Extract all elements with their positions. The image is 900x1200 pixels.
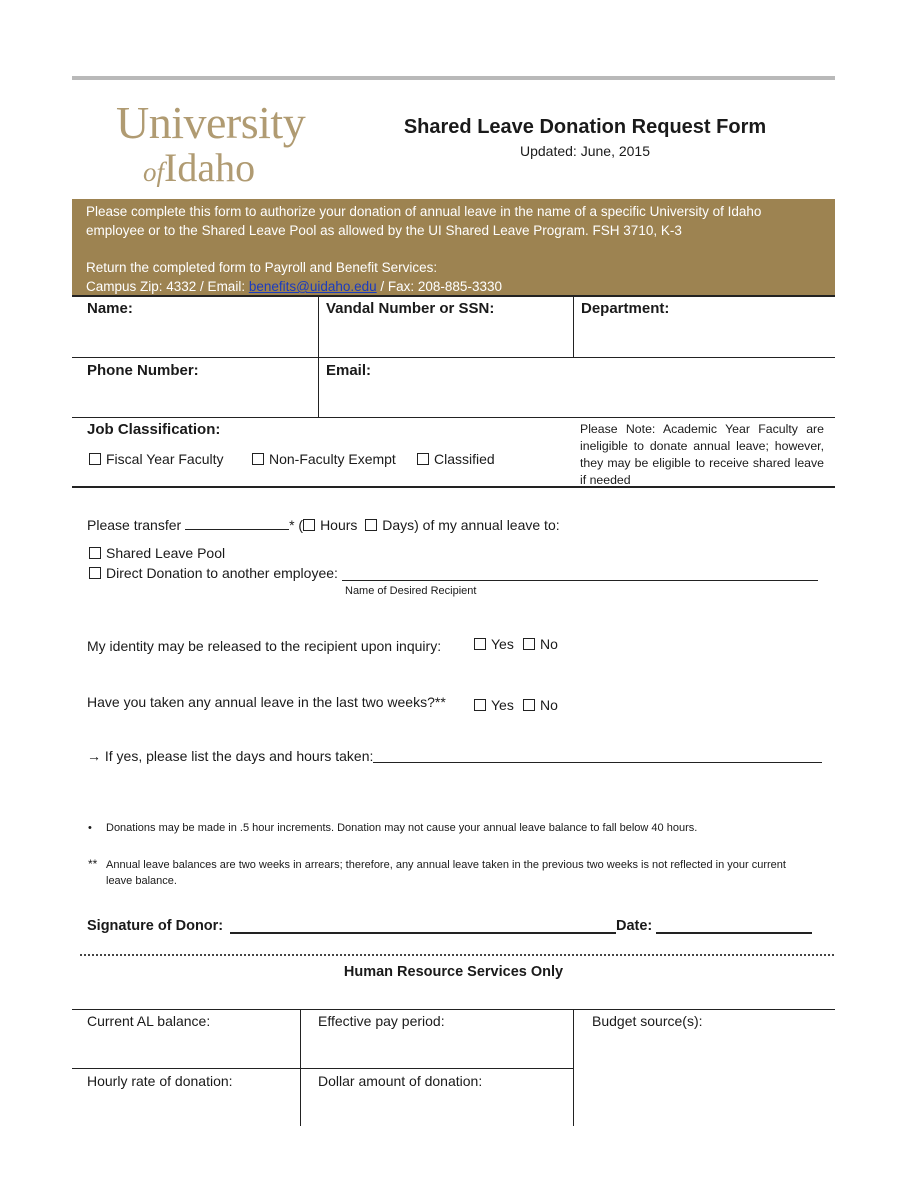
banner-zip-text: Campus Zip: 4332 / Email:	[86, 279, 249, 294]
option-direct-donation[interactable]	[89, 565, 338, 581]
direct-donation-label: Direct Donation to another employee:	[106, 565, 338, 581]
hourly-rate-label: Hourly rate of donation:	[87, 1073, 233, 1089]
option-shared-pool[interactable]	[89, 545, 225, 561]
hours-checkbox[interactable]	[303, 519, 315, 531]
email-label: Email:	[326, 362, 372, 379]
hr-top-rule	[72, 1009, 835, 1010]
leave-taken-no-checkbox[interactable]	[523, 699, 535, 711]
current-al-label: Current AL balance:	[87, 1013, 211, 1029]
grid-row-rule-2	[72, 417, 835, 418]
identity-yes[interactable]	[474, 636, 514, 652]
note2-text-b: leave balance.	[106, 875, 177, 887]
leave-taken-question: Have you taken any annual leave in the last two weeks?**	[87, 694, 446, 710]
logo-of: of	[143, 157, 165, 187]
banner-line4	[86, 277, 821, 296]
days-label: Days) of my annual leave to:	[382, 517, 560, 533]
logo-idaho-text: Idaho	[164, 145, 256, 190]
signature-field[interactable]	[230, 932, 616, 934]
leave-taken-yes[interactable]	[474, 697, 514, 713]
phone-label: Phone Number:	[87, 362, 199, 379]
identity-question: My identity may be released to the recipient upon inquiry:	[87, 638, 442, 654]
job-classification-label: Job Classification:	[87, 421, 221, 438]
shared-pool-checkbox[interactable]	[89, 547, 101, 559]
date-label: Date:	[616, 918, 653, 934]
identity-yes-label: Yes	[491, 636, 514, 652]
shared-pool-label: Shared Leave Pool	[106, 545, 226, 561]
instruction-banner	[72, 199, 835, 295]
fiscal-label: Fiscal Year Faculty	[106, 451, 224, 467]
logo-university: University	[116, 97, 306, 148]
form-title: Shared Leave Donation Request Form	[403, 116, 767, 138]
name-label: Name:	[87, 300, 133, 317]
direct-donation-checkbox[interactable]	[89, 567, 101, 579]
hr-vline-2	[573, 1010, 574, 1126]
banner-fax-text: / Fax: 208-885-3330	[376, 279, 502, 294]
nonfaculty-checkbox[interactable]	[252, 453, 264, 465]
identity-no-label: No	[540, 636, 558, 652]
logo-idaho	[143, 145, 256, 190]
grid-top-rule	[72, 295, 835, 297]
fiscal-checkbox[interactable]	[89, 453, 101, 465]
list-days-label: → If yes, please list the days and hours taken:	[87, 748, 374, 764]
list-days-field[interactable]	[373, 762, 822, 763]
identity-no[interactable]	[523, 636, 558, 652]
email-link[interactable]: benefits@uidaho.edu	[248, 279, 377, 294]
department-label: Department:	[581, 300, 670, 317]
banner-line3: Return the completed form to Payroll and Benefit Services:	[86, 260, 438, 275]
grid-row-rule-1	[72, 357, 835, 358]
note2-mark: **	[88, 857, 98, 871]
recipient-name-field[interactable]	[342, 580, 818, 581]
days-checkbox[interactable]	[365, 519, 377, 531]
vandal-label: Vandal Number or SSN:	[326, 300, 495, 317]
identity-yes-checkbox[interactable]	[474, 638, 486, 650]
banner-line2: employee or to the Shared Leave Pool as allowed by the UI Shared Leave Program. FSH 3710, K-3	[86, 223, 682, 238]
leave-taken-yes-label: Yes	[491, 697, 514, 713]
classified-label: Classified	[434, 451, 495, 467]
date-field[interactable]	[656, 932, 812, 934]
effective-pay-label: Effective pay period:	[318, 1013, 445, 1029]
dollar-amount-label: Dollar amount of donation:	[318, 1073, 483, 1089]
note1-bullet: •	[88, 822, 92, 834]
leave-taken-no-label: No	[540, 697, 558, 713]
option-classified[interactable]	[417, 451, 495, 467]
leave-taken-no[interactable]	[523, 697, 558, 713]
hr-row-rule	[72, 1068, 573, 1069]
transfer-line	[87, 517, 560, 533]
option-non-faculty[interactable]	[252, 451, 396, 467]
faculty-note: Please Note: Academic Year Faculty are ineligible to donate annual leave; however, they may be eligible to receive shared leave if needed	[580, 422, 824, 487]
budget-source-label: Budget source(s):	[592, 1013, 703, 1029]
banner-line1: Please complete this form to authorize your donation of annual leave in the name of a specific University of Idaho	[86, 204, 762, 219]
hr-title: Human Resource Services Only	[343, 964, 564, 980]
transfer-amount-field[interactable]	[185, 517, 289, 530]
leave-taken-yes-checkbox[interactable]	[474, 699, 486, 711]
option-fiscal-year[interactable]	[89, 451, 224, 467]
transfer-prefix: Please transfer	[87, 517, 182, 533]
form-updated: Updated: June, 2015	[520, 143, 650, 159]
transfer-star: * (	[289, 517, 304, 533]
classified-checkbox[interactable]	[417, 453, 429, 465]
identity-no-checkbox[interactable]	[523, 638, 535, 650]
grid-vline-2	[573, 296, 574, 358]
top-rule	[72, 76, 835, 80]
signature-label: Signature of Donor:	[87, 918, 224, 934]
hours-label: Hours	[320, 517, 358, 533]
note1-text: Donations may be made in .5 hour increments. Donation may not cause your annual leave balance to fall below 40 hours.	[106, 822, 698, 834]
dotted-divider	[80, 954, 834, 956]
nonfaculty-label: Non-Faculty Exempt	[269, 451, 396, 467]
note2-text-a: Annual leave balances are two weeks in arrears; therefore, any annual leave taken in the previous two weeks is not reflected in your current	[106, 859, 786, 871]
recipient-caption: Name of Desired Recipient	[345, 585, 477, 597]
